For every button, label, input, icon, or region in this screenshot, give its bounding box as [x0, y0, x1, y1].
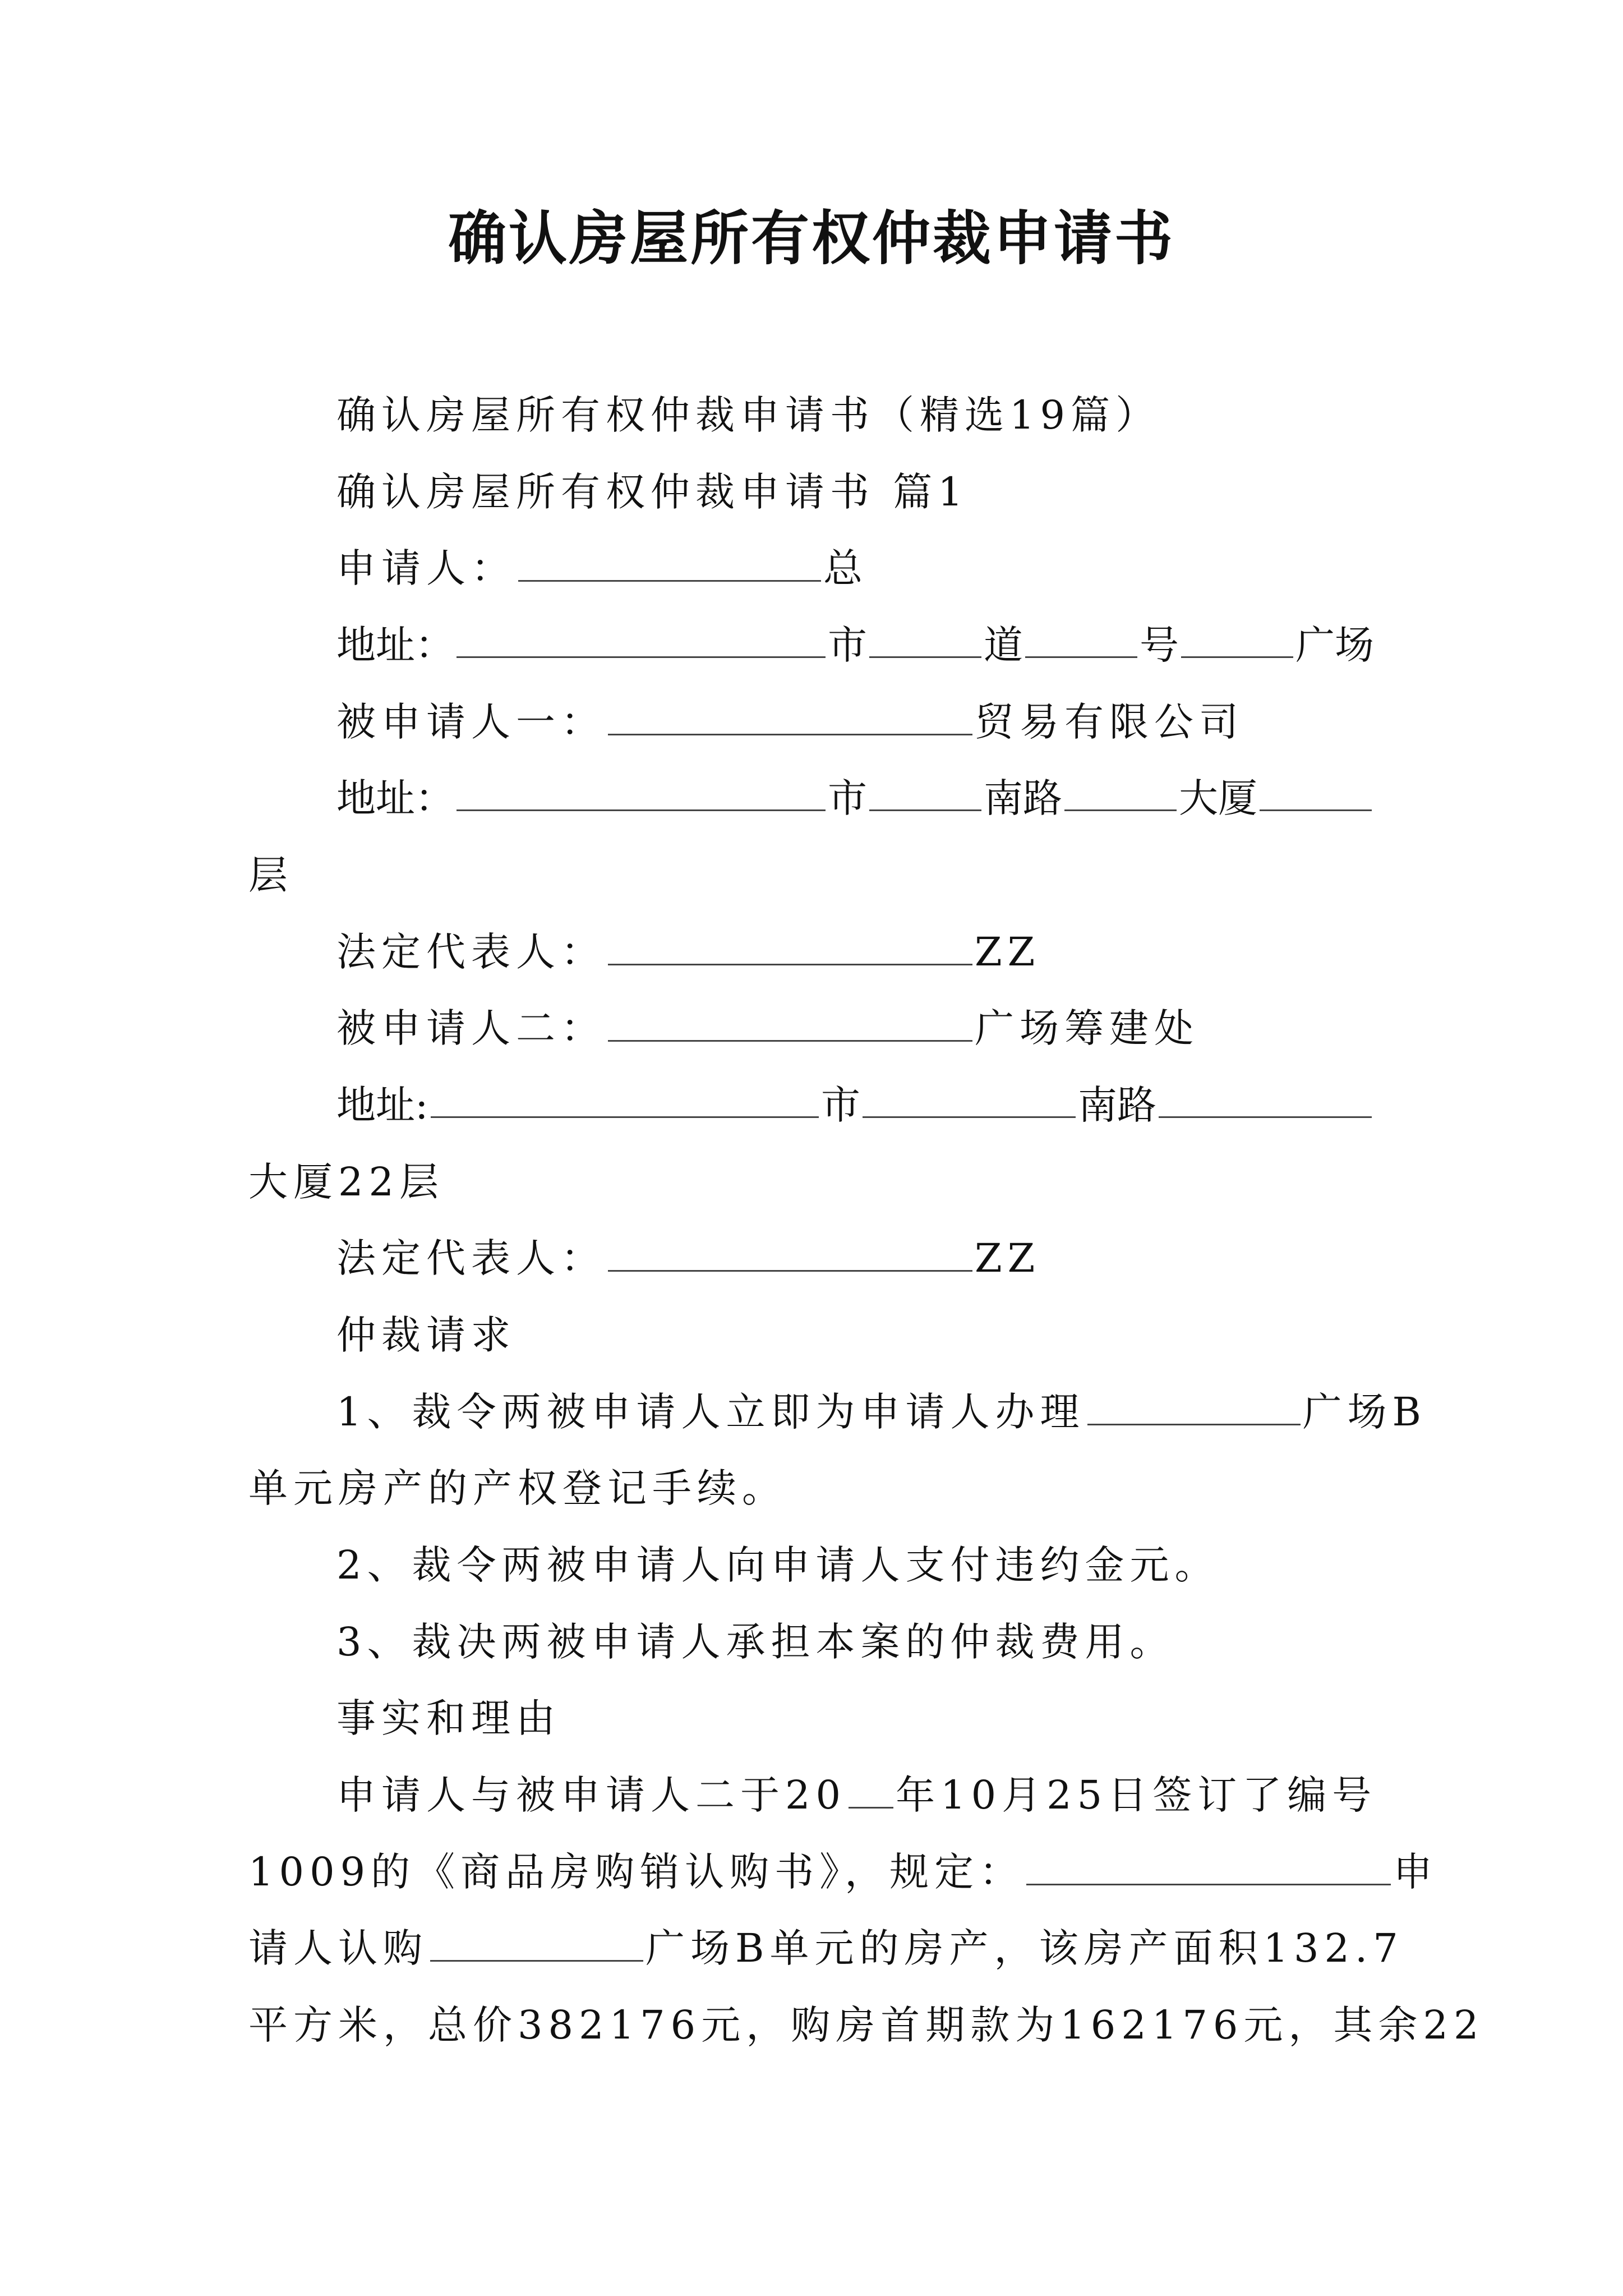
- claims-heading: [336, 1307, 516, 1363]
- building-floor-text: 大厦22层: [248, 1159, 445, 1205]
- south-road-label: 南路: [1078, 1082, 1156, 1128]
- respondent1-suffix: 贸易有限公司: [975, 699, 1244, 745]
- blank-field: [1260, 770, 1372, 811]
- respondent2-suffix: 广场筹建处: [975, 1005, 1199, 1051]
- legal-rep-value: ZZ: [975, 1235, 1041, 1281]
- blank-field: [1026, 1884, 1391, 1885]
- respondent2-address-line: [336, 1077, 1374, 1133]
- respondent2-line: [336, 1000, 1199, 1056]
- legal-rep2-line: [336, 1230, 1040, 1286]
- facts-text-g: 平方米，总价382176元，购房首期款为162176元，其余22: [248, 2002, 1484, 2048]
- claim-3-text: 3、裁决两被申请人承担本案的仲裁费用。: [336, 1619, 1175, 1665]
- facts-line-1: [336, 1767, 1377, 1823]
- facts-text-d: 申: [1393, 1849, 1438, 1895]
- blank-field: [869, 770, 981, 811]
- blank-field: [457, 617, 826, 658]
- blank-field: [518, 580, 821, 582]
- city-label: 市: [828, 775, 867, 821]
- building-floor-line: [248, 1154, 444, 1210]
- blank-field: [849, 1807, 893, 1809]
- applicant-label: 申请人：: [336, 545, 516, 591]
- applicant-address-line: [336, 617, 1374, 673]
- facts-text-b: 年10月25日签订了编号: [896, 1772, 1377, 1818]
- blank-field: [1087, 1424, 1301, 1425]
- south-road-label: 南路: [984, 775, 1062, 821]
- applicant-line: [336, 540, 868, 596]
- legal-rep-label: 法定代表人：: [336, 929, 606, 975]
- address-label: 地址:: [336, 1082, 428, 1128]
- respondent1-label: 被申请人一：: [336, 699, 606, 745]
- claim-2-line: [336, 1537, 1220, 1593]
- claim-2-text: 2、裁令两被申请人向申请人支付违约金元。: [336, 1542, 1220, 1588]
- blank-field: [1064, 770, 1177, 811]
- facts-line-2: [248, 1844, 1438, 1900]
- facts-text-a: 申请人与被申请人二于20: [336, 1772, 847, 1818]
- blank-field: [1181, 617, 1293, 658]
- section-heading: [336, 464, 969, 520]
- address-label: 地址：: [336, 622, 454, 668]
- floor-line: [248, 847, 293, 903]
- legal-rep-label: 法定代表人：: [336, 1235, 606, 1281]
- subtitle-text: 确认房屋所有权仲裁申请书（精选19篇）: [336, 392, 1161, 438]
- blank-field: [608, 734, 972, 735]
- plaza-label: 广场: [1295, 622, 1374, 668]
- city-label: 市: [828, 622, 867, 668]
- claims-heading-text: 仲裁请求: [336, 1312, 516, 1358]
- facts-text-f: 广场B单元的房产，该房产面积132.7: [645, 1925, 1404, 1971]
- facts-line-3: [248, 1920, 1404, 1976]
- document-title: 确认房屋所有权仲裁申请书: [448, 204, 1175, 273]
- legal-rep-value: ZZ: [975, 929, 1041, 975]
- facts-text-e: 请人认购: [248, 1925, 428, 1971]
- building-label: 大厦: [1179, 775, 1257, 821]
- blank-field: [608, 1040, 972, 1042]
- floor-text: 层: [248, 852, 293, 898]
- facts-text-c: 1009的《商品房购销认购书》，规定：: [248, 1849, 1025, 1895]
- blank-field: [457, 770, 826, 811]
- blank-field: [608, 1270, 972, 1272]
- address-label: 地址：: [336, 775, 454, 821]
- legal-rep1-line: [336, 924, 1040, 980]
- facts-line-4: [248, 1997, 1484, 2053]
- blank-field: [1025, 617, 1137, 658]
- claim-1-continued-text: 单元房产的产权登记手续。: [248, 1465, 787, 1511]
- claim-1-text: 1、裁令两被申请人立即为申请人办理: [336, 1389, 1085, 1435]
- city-label: 市: [821, 1082, 860, 1128]
- blank-field: [863, 1077, 1076, 1118]
- road-label: 道: [984, 622, 1023, 668]
- claim-1-continued: [248, 1460, 787, 1516]
- blank-field: [1159, 1077, 1372, 1118]
- facts-heading-text: 事实和理由: [336, 1695, 561, 1741]
- claim-1-line: [336, 1384, 1427, 1440]
- subtitle-line: [336, 387, 1160, 443]
- number-label: 号: [1140, 622, 1179, 668]
- section-heading-text: 确认房屋所有权仲裁申请书 篇1: [336, 469, 969, 515]
- claim-3-line: [336, 1614, 1175, 1670]
- respondent1-address-line: [336, 770, 1374, 826]
- blank-field: [430, 1960, 643, 1962]
- blank-field: [608, 964, 972, 965]
- blank-field: [431, 1077, 819, 1118]
- facts-heading: [336, 1690, 561, 1746]
- respondent1-line: [336, 694, 1244, 750]
- claim-1-suffix: 广场B: [1302, 1389, 1427, 1435]
- blank-field: [869, 617, 981, 658]
- applicant-suffix: 总: [823, 545, 868, 591]
- respondent2-label: 被申请人二：: [336, 1005, 606, 1051]
